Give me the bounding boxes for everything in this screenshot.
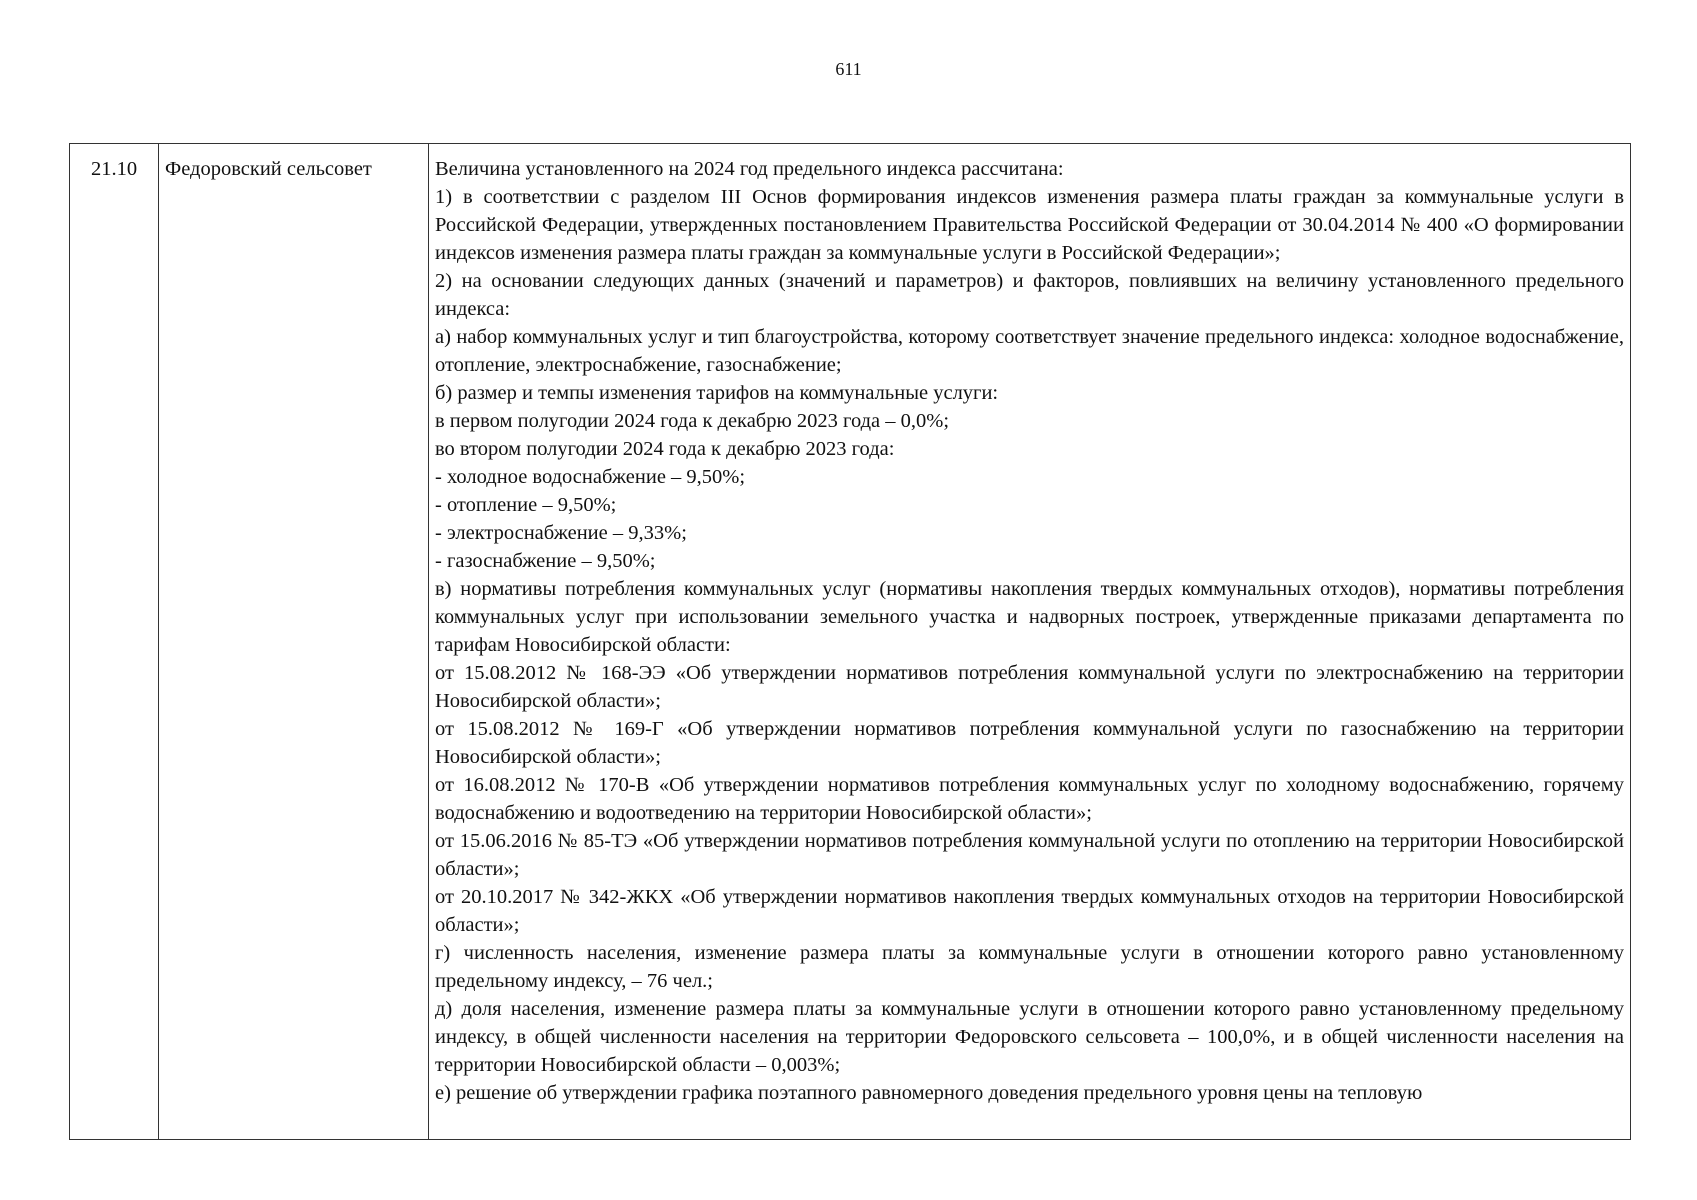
- municipality-name: Федоровский сельсовет: [165, 158, 372, 180]
- paragraph-intro: Величина установленного на 2024 год предельного индекса рассчитана:: [435, 158, 1064, 180]
- paragraph-gas: - газоснабжение – 9,50%;: [435, 550, 656, 572]
- paragraph-order-168: от 15.08.2012 № 168-ЭЭ «Об утверждении нормативов потребления коммунальной услуги по электроснабжению на территории Новосибирской области»;: [435, 662, 1624, 712]
- paragraph-order-169: от 15.08.2012 № 169-Г «Об утверждении нормативов потребления коммунальной услуги по газоснабжению на территории Новосибирской области»;: [435, 718, 1624, 768]
- paragraph-item-d: д) доля населения, изменение размера платы за коммунальные услуги в отношении которого равно установленному предельному индексу, в общей численности населения на территории Федоровского сельсовета – 100,0%, и в общей численности населения на территории Новосибирской области – 0,003%;: [435, 998, 1624, 1076]
- description-cell: [429, 144, 1631, 1140]
- paragraph-item-1: 1) в соответствии с разделом III Основ формирования индексов изменения размера платы граждан за коммунальные услуги в Российской Федерации, утвержденных постановлением Правительства Российской Федерации от 30.04.2014 № 400 «О формировании индексов изменения размера платы граждан за коммунальные услуги в Российской Федерации»;: [435, 186, 1624, 264]
- paragraph-item-v: в) нормативы потребления коммунальных услуг (нормативы накопления твердых коммунальных отходов), нормативы потребления коммунальных услуг при использовании земельного участка и надворных построек, утвержденные приказами департамента по тарифам Новосибирской области:: [435, 578, 1624, 656]
- paragraph-second-half: во втором полугодии 2024 года к декабрю 2023 года:: [435, 438, 895, 460]
- index-table: [69, 143, 1631, 1140]
- table-row: [70, 144, 1631, 1140]
- page-number: 611: [835, 59, 862, 79]
- paragraph-order-85: от 15.06.2016 № 85-ТЭ «Об утверждении нормативов потребления коммунальной услуги по отоплению на территории Новосибирской области»;: [435, 830, 1624, 880]
- paragraph-cold-water: - холодное водоснабжение – 9,50%;: [435, 466, 746, 488]
- paragraph-item-a: а) набор коммунальных услуг и тип благоустройства, которому соответствует значение предельного индекса: холодное водоснабжение, отопление, электроснабжение, газоснабжение;: [435, 326, 1624, 376]
- paragraph-item-2: 2) на основании следующих данных (значений и параметров) и факторов, повлиявших на величину установленного предельного индекса:: [435, 270, 1624, 320]
- paragraph-order-170: от 16.08.2012 № 170-В «Об утверждении нормативов потребления коммунальных услуг по холодному водоснабжению, горячему водоснабжению и водоотведению на территории Новосибирской области»;: [435, 774, 1624, 824]
- paragraph-order-342: от 20.10.2017 № 342-ЖКХ «Об утверждении нормативов накопления твердых коммунальных отходов на территории Новосибирской области»;: [435, 886, 1624, 936]
- paragraph-electricity: - электроснабжение – 9,33%;: [435, 522, 687, 544]
- paragraph-item-g: г) численность населения, изменение размера платы за коммунальные услуги в отношении которого равно установленному предельному индексу, – 76 чел.;: [435, 942, 1624, 992]
- row-number-cell: [70, 144, 159, 1140]
- paragraph-item-e: е) решение об утверждении графика поэтапного равномерного доведения предельного уровня цены на тепловую: [435, 1082, 1423, 1104]
- municipality-cell: [159, 144, 429, 1140]
- paragraph-first-half: в первом полугодии 2024 года к декабрю 2023 года – 0,0%;: [435, 410, 950, 432]
- paragraph-heating: - отопление – 9,50%;: [435, 494, 617, 516]
- paragraph-item-b: б) размер и темпы изменения тарифов на коммунальные услуги:: [435, 382, 999, 404]
- row-number: 21.10: [90, 158, 138, 180]
